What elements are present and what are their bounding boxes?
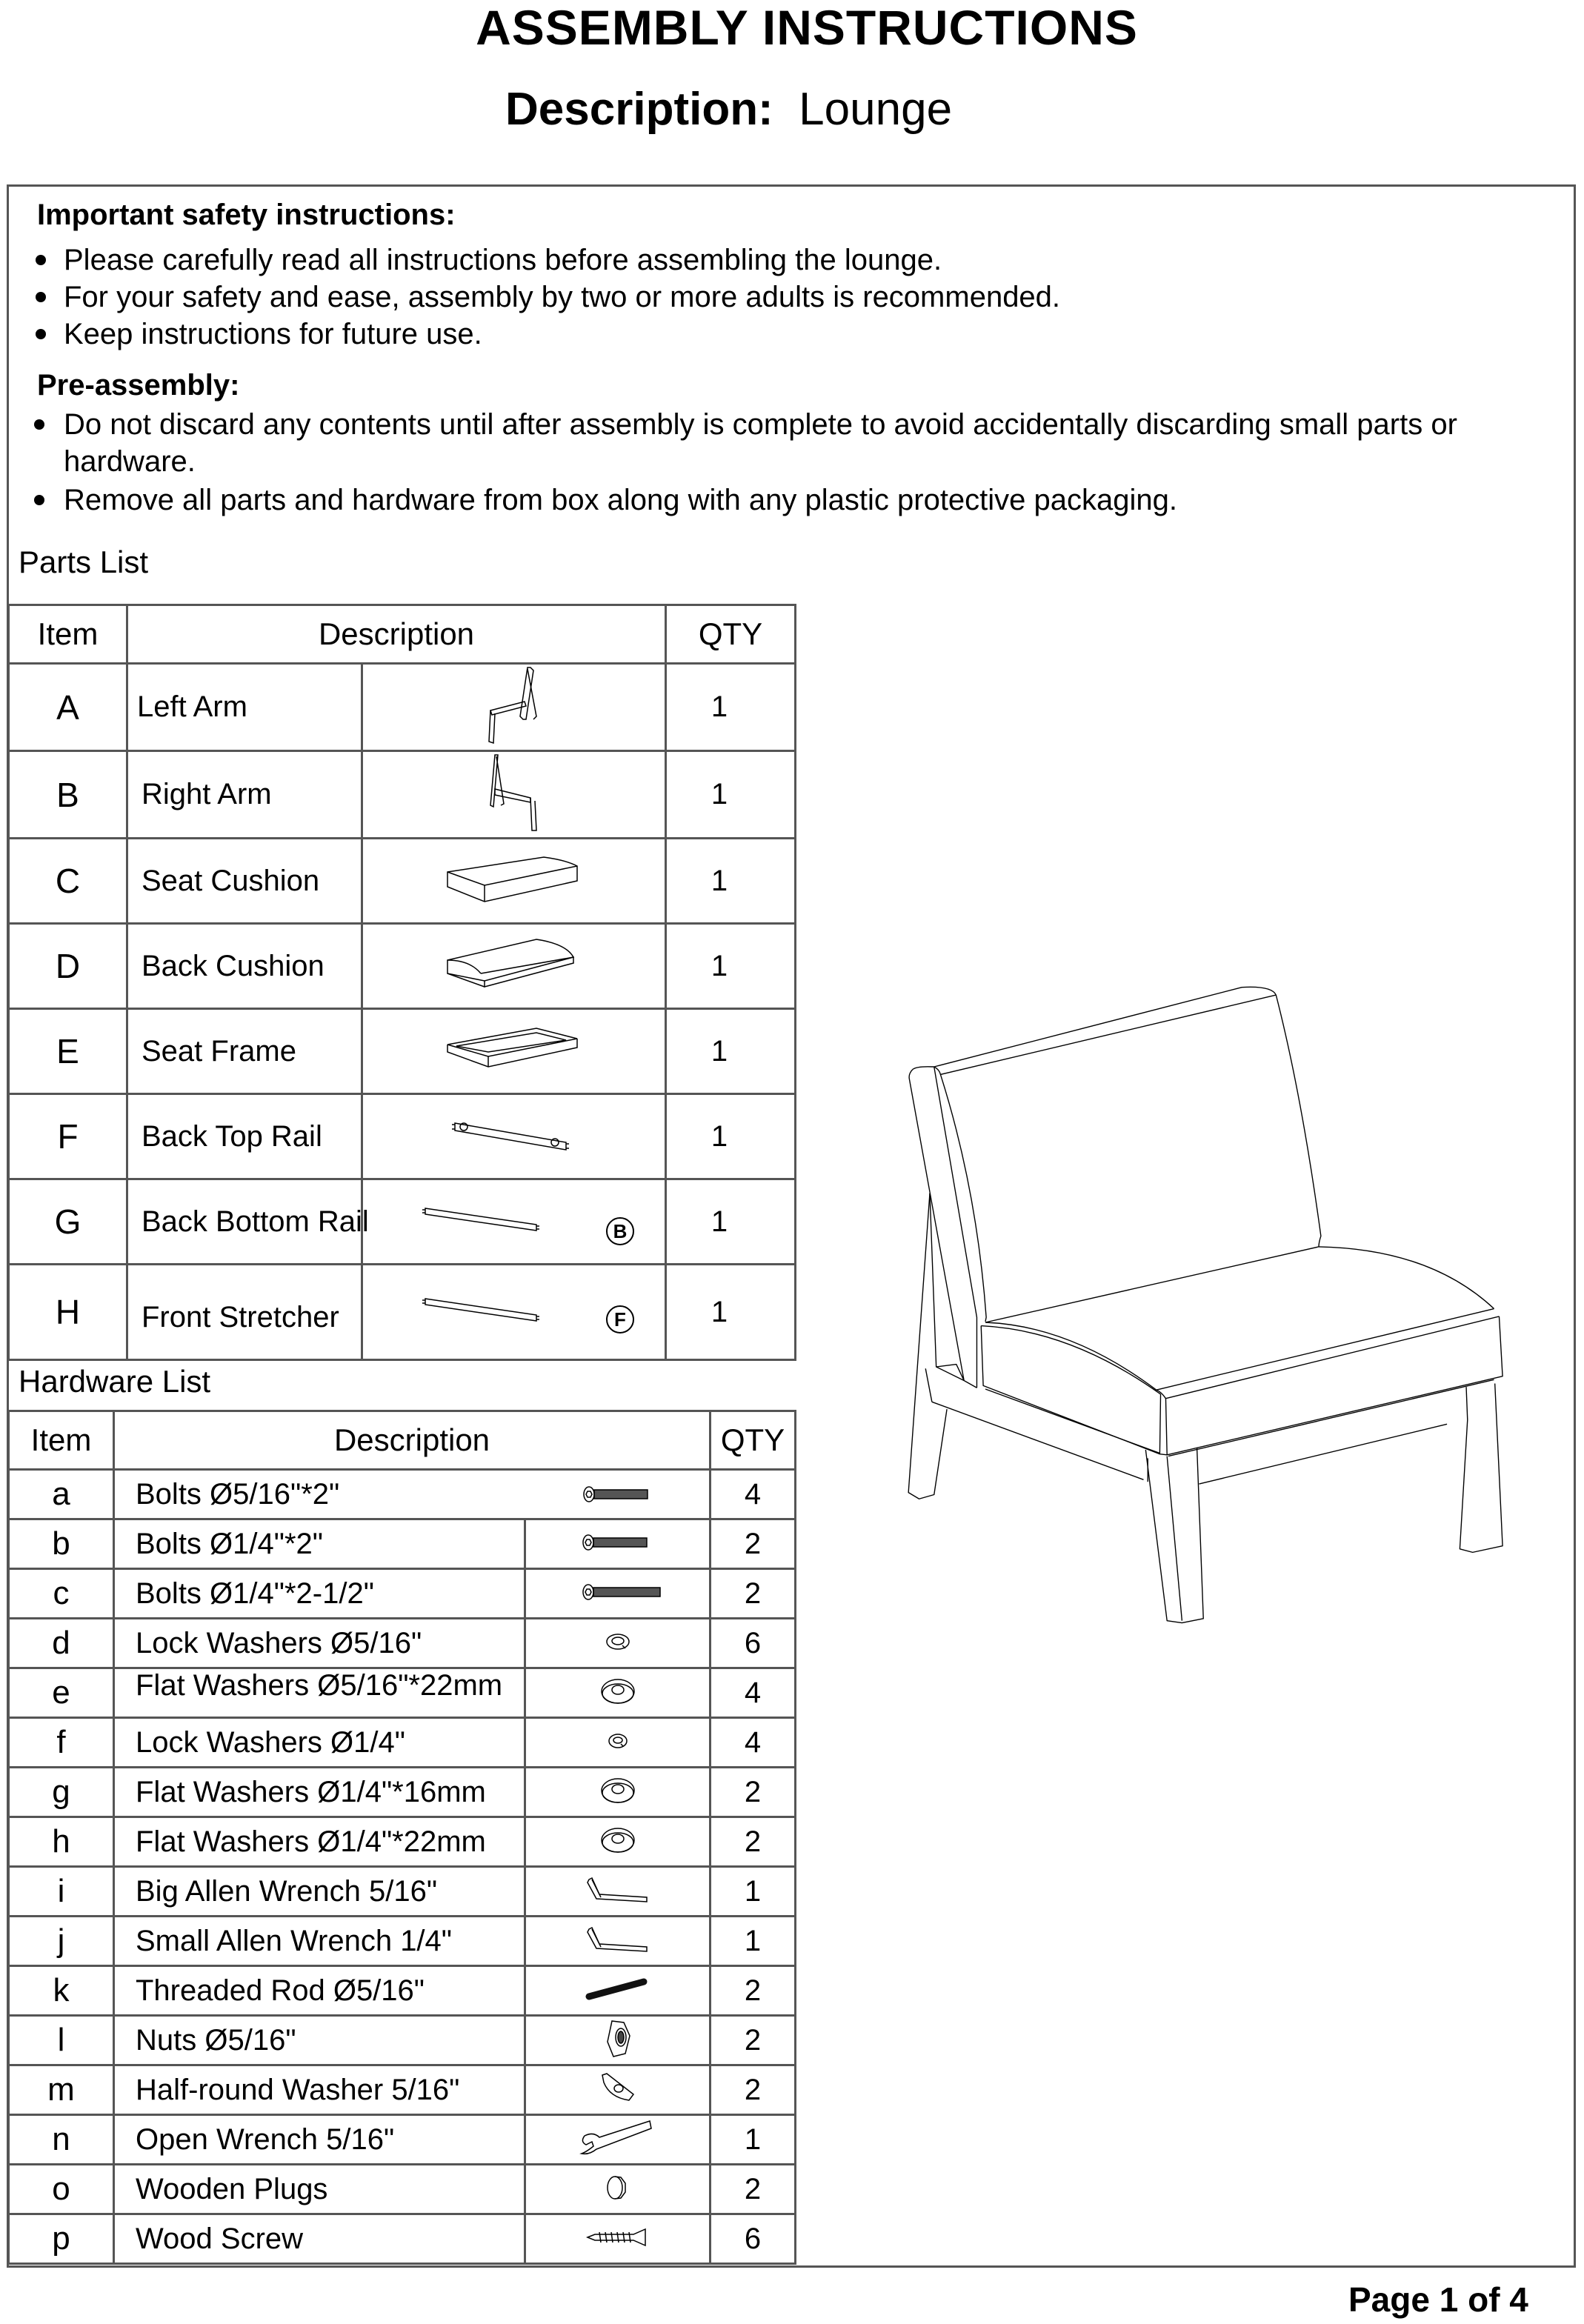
part-description: Seat Frame <box>127 1009 362 1094</box>
table-row <box>9 1966 796 2016</box>
parts-list-title: Parts List <box>19 545 149 579</box>
callout-badge: F <box>606 1305 634 1334</box>
hardware-qty: 1 <box>711 2115 796 2165</box>
bullet-icon <box>34 495 44 505</box>
part-description: Back Bottom Rail <box>127 1179 362 1265</box>
left-arm-icon <box>362 664 666 751</box>
hardware-item: k <box>9 1966 114 2016</box>
table-row <box>9 664 796 751</box>
part-description: Right Arm <box>127 751 362 839</box>
hardware-description: Open Wrench 5/16" <box>114 2115 525 2165</box>
table-row <box>9 2016 796 2065</box>
part-qty: 1 <box>666 1265 796 1360</box>
hardware-description: Wooden Plugs <box>114 2165 525 2214</box>
hardware-item: e <box>9 1668 114 1718</box>
wood-screw-icon <box>525 2214 711 2264</box>
parts-header-item: Item <box>9 605 127 664</box>
page-number: Page 1 of 4 <box>1348 2280 1528 2319</box>
part-item: B <box>9 751 127 839</box>
hardware-description: Nuts Ø5/16" <box>114 2016 525 2065</box>
hardware-description: Lock Washers Ø5/16" <box>114 1619 525 1668</box>
hardware-header-row <box>9 1411 796 1470</box>
part-item: F <box>9 1094 127 1179</box>
hardware-description: Flat Washers Ø5/16"*22mm <box>114 1668 525 1718</box>
hardware-qty: 6 <box>711 2214 796 2264</box>
table-row <box>9 2165 796 2214</box>
part-item: E <box>9 1009 127 1094</box>
table-row <box>9 1179 796 1265</box>
part-description: Left Arm <box>127 664 362 751</box>
table-row <box>9 1519 796 1569</box>
safety-heading: Important safety instructions: <box>37 199 456 231</box>
hardware-qty: 1 <box>711 1867 796 1917</box>
table-row <box>9 1009 796 1094</box>
hardware-qty: 2 <box>711 1768 796 1817</box>
hardware-qty: 2 <box>711 2165 796 2214</box>
part-qty: 1 <box>666 664 796 751</box>
hardware-item: a <box>9 1470 114 1519</box>
part-item: D <box>9 924 127 1009</box>
table-row <box>9 2214 796 2264</box>
callout-badge: B <box>606 1217 634 1245</box>
hardware-qty: 4 <box>711 1718 796 1768</box>
hardware-description: Bolts Ø1/4"*2" <box>114 1519 525 1569</box>
table-row <box>9 1917 796 1966</box>
hardware-description: Half-round Washer 5/16" <box>114 2065 525 2115</box>
hardware-qty: 4 <box>711 1470 796 1519</box>
part-item: A <box>9 664 127 751</box>
back-top-rail-icon <box>362 1094 666 1179</box>
table-row <box>9 1768 796 1817</box>
bolt-icon <box>525 1519 711 1569</box>
hardware-item: h <box>9 1817 114 1867</box>
long-bolt-icon <box>525 1569 711 1619</box>
hardware-qty: 2 <box>711 1569 796 1619</box>
seat-cushion-icon <box>362 839 666 924</box>
part-description: Back Cushion <box>127 924 362 1009</box>
table-row <box>9 1867 796 1917</box>
hardware-description: Flat Washers Ø1/4"*22mm <box>114 1817 525 1867</box>
hardware-description: Threaded Rod Ø5/16" <box>114 1966 525 2016</box>
back-bottom-rail-icon <box>362 1179 666 1265</box>
safety-item: Please carefully read all instructions before assembling the lounge. <box>34 242 1545 279</box>
part-qty: 1 <box>666 1009 796 1094</box>
hardware-table <box>7 1410 796 2265</box>
parts-header-description: Description <box>127 605 666 664</box>
description-line <box>505 80 952 139</box>
table-row <box>9 924 796 1009</box>
back-cushion-icon <box>362 924 666 1009</box>
table-row <box>9 1718 796 1768</box>
table-row <box>9 1265 796 1360</box>
part-description: Seat Cushion <box>127 839 362 924</box>
allen-wrench-icon <box>525 1867 711 1917</box>
hardware-item: i <box>9 1867 114 1917</box>
safety-list <box>34 242 1545 353</box>
hardware-item: f <box>9 1718 114 1768</box>
bullet-icon <box>36 329 46 339</box>
flat-washer-icon <box>525 1817 711 1867</box>
description-label: Description: <box>505 84 773 135</box>
open-wrench-icon <box>525 2115 711 2165</box>
hardware-item: l <box>9 2016 114 2065</box>
page-title <box>0 0 1584 55</box>
table-row <box>9 1569 796 1619</box>
right-arm-icon <box>362 751 666 839</box>
bullet-icon <box>36 292 46 302</box>
hardware-item: d <box>9 1619 114 1668</box>
hardware-item: p <box>9 2214 114 2264</box>
hex-nut-icon <box>525 2016 711 2065</box>
hardware-item: n <box>9 2115 114 2165</box>
bolt-icon <box>582 1481 656 1508</box>
half-round-washer-icon <box>525 2065 711 2115</box>
description-value: Lounge <box>799 84 953 135</box>
hardware-list-title: Hardware List <box>19 1364 211 1399</box>
hardware-qty: 4 <box>711 1668 796 1718</box>
hardware-description: Bolts Ø1/4"*2-1/2" <box>114 1569 525 1619</box>
safety-item: Keep instructions for future use. <box>34 316 1545 353</box>
part-item: C <box>9 839 127 924</box>
table-row <box>9 2065 796 2115</box>
parts-table <box>7 604 796 1361</box>
hardware-description: Wood Screw <box>114 2214 525 2264</box>
hardware-description: Lock Washers Ø1/4" <box>114 1718 525 1768</box>
hardware-qty: 6 <box>711 1619 796 1668</box>
lounge-chair-illustration <box>874 956 1541 1645</box>
hardware-item: j <box>9 1917 114 1966</box>
hardware-item: g <box>9 1768 114 1817</box>
bullet-icon <box>34 419 44 430</box>
flat-washer-icon <box>525 1668 711 1718</box>
front-stretcher-icon <box>362 1265 666 1360</box>
threaded-rod-icon <box>525 1966 711 2016</box>
hardware-qty: 2 <box>711 2016 796 2065</box>
table-row <box>9 751 796 839</box>
table-row <box>9 839 796 924</box>
parts-header-qty: QTY <box>666 605 796 664</box>
hardware-qty: 1 <box>711 1917 796 1966</box>
hardware-header-qty: QTY <box>711 1411 796 1470</box>
hardware-item: o <box>9 2165 114 2214</box>
hardware-description: Bolts Ø5/16"*2" <box>114 1470 711 1519</box>
part-qty: 1 <box>666 1179 796 1265</box>
hardware-qty: 2 <box>711 1966 796 2016</box>
pre-assembly-item: Do not discard any contents until after assembly is complete to avoid accidentally discarding small parts or hardware. <box>33 406 1507 480</box>
table-row <box>9 1094 796 1179</box>
part-qty: 1 <box>666 751 796 839</box>
hardware-qty: 2 <box>711 2065 796 2115</box>
safety-item: For your safety and ease, assembly by two or more adults is recommended. <box>34 279 1545 316</box>
part-qty: 1 <box>666 1094 796 1179</box>
part-qty: 1 <box>666 839 796 924</box>
hardware-description: Small Allen Wrench 1/4" <box>114 1917 525 1966</box>
table-row <box>9 1470 796 1519</box>
wooden-plug-icon <box>525 2165 711 2214</box>
hardware-item: c <box>9 1569 114 1619</box>
hardware-item: b <box>9 1519 114 1569</box>
hardware-qty: 2 <box>711 1519 796 1569</box>
part-description: Back Top Rail <box>127 1094 362 1179</box>
bullet-icon <box>36 255 46 265</box>
part-item: H <box>9 1265 127 1360</box>
part-qty: 1 <box>666 924 796 1009</box>
table-row <box>9 1668 796 1718</box>
table-row <box>9 2115 796 2165</box>
part-description: Front Stretcher <box>127 1265 362 1360</box>
flat-washer-icon <box>525 1768 711 1817</box>
parts-header-row <box>9 605 796 664</box>
hardware-description: Big Allen Wrench 5/16" <box>114 1867 525 1917</box>
pre-assembly-heading: Pre-assembly: <box>37 369 240 402</box>
table-row <box>9 1817 796 1867</box>
hardware-qty: 2 <box>711 1817 796 1867</box>
hardware-description: Flat Washers Ø1/4"*16mm <box>114 1768 525 1817</box>
hardware-header-item: Item <box>9 1411 114 1470</box>
page-title-text: ASSEMBLY INSTRUCTIONS <box>476 0 1138 55</box>
table-row <box>9 1619 796 1668</box>
lock-washer-icon <box>525 1718 711 1768</box>
allen-wrench-icon <box>525 1917 711 1966</box>
pre-assembly-list <box>33 406 1507 519</box>
lock-washer-icon <box>525 1619 711 1668</box>
pre-assembly-item: Remove all parts and hardware from box along with any plastic protective packaging. <box>33 482 1507 519</box>
hardware-header-description: Description <box>114 1411 711 1470</box>
hardware-item: m <box>9 2065 114 2115</box>
seat-frame-icon <box>362 1009 666 1094</box>
part-item: G <box>9 1179 127 1265</box>
